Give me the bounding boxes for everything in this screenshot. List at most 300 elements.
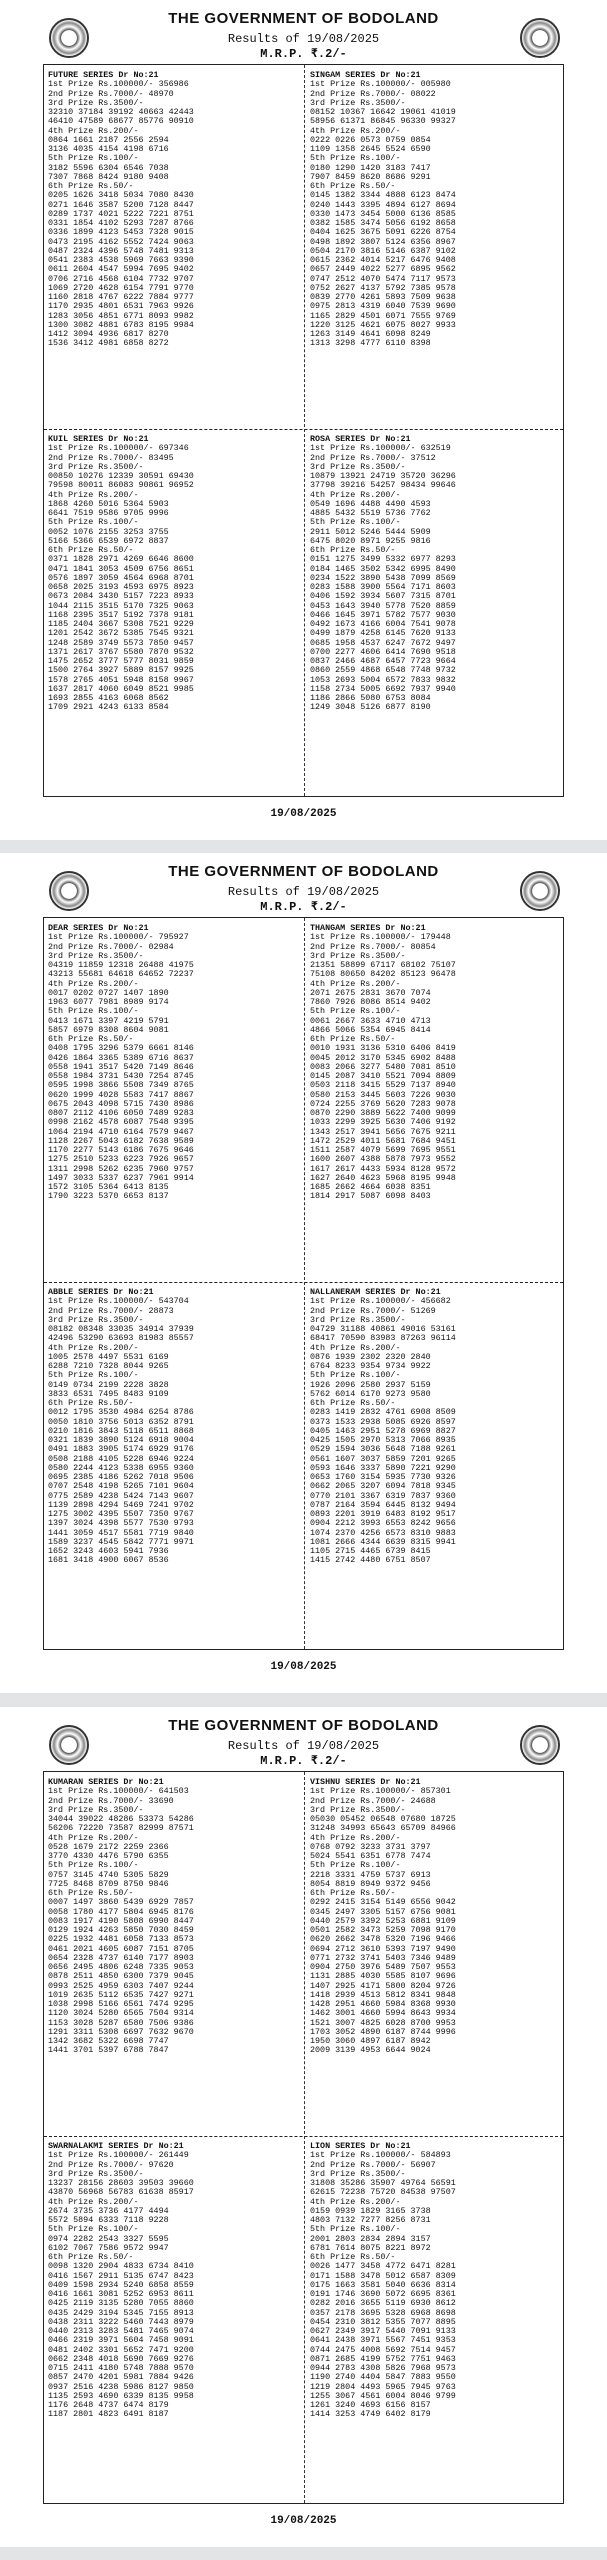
result-line: 0406 1592 3934 5607 7315 8701	[310, 591, 456, 602]
result-line: 5th Prize Rs.100/-	[48, 153, 139, 164]
result-line: 0471 1841 3053 4509 6756 8651	[48, 563, 194, 574]
result-line: 1475 2652 3777 5777 8031 9859	[48, 656, 194, 666]
result-line: 00850 10276 12339 30591 69430	[48, 471, 194, 481]
result-line: 0083 2066 3277 5480 7081 8510	[310, 1061, 456, 1072]
result-line: 1275 2510 5233 6223 7926 9657	[48, 1154, 194, 1165]
result-line: 1033 2299 3925 5630 7406 9192	[310, 1117, 456, 1128]
result-line: 0641 2438 3971 5567 7451 9353	[310, 2335, 456, 2346]
result-line: 0083 1917 4190 5808 6990 8447	[48, 1915, 194, 1926]
result-line: 0282 2016 3655 5119 6930 8612	[310, 2298, 456, 2309]
sheet-title	[0, 10, 607, 28]
result-line: 1428 2951 4660 5984 8368 9930	[310, 1999, 456, 2009]
series-name: KUMARAN SERIES Dr No:21	[48, 1777, 164, 1787]
result-line: 1139 2898 4294 5469 7241 9702	[48, 1499, 194, 1510]
result-line: 6th Prize Rs.50/-	[48, 2252, 134, 2262]
result-sheet	[0, 0, 607, 840]
result-line: 1703 3052 4890 6187 8744 9996	[310, 2026, 456, 2037]
result-line: 0058 1780 4177 5804 6945 8176	[48, 1906, 194, 1917]
series-name: ABBLE SERIES Dr No:21	[48, 1287, 154, 1297]
result-line: 5762 6014 6170 9273 9580	[310, 1388, 431, 1399]
result-line: 1109 1358 2645 5524 6590	[310, 144, 431, 154]
result-line: 0904 2750 3976 5489 7507 9553	[310, 1962, 456, 1972]
result-line: 0205 1626 3418 5034 7080 8430	[48, 190, 194, 201]
result-line: 1652 3243 4603 5941 7936	[48, 1546, 169, 1556]
result-line: 5th Prize Rs.100/-	[310, 517, 401, 528]
result-line: 0145 2087 3410 5521 7094 8809	[310, 1071, 456, 1081]
result-line: 0700 2277 4606 6414 7690 9518	[310, 646, 456, 657]
result-line: 6102 7067 7586 9572 9947	[48, 2242, 169, 2253]
result-line: 0694 2712 3610 5393 7197 9490	[310, 1943, 456, 1954]
result-line: 0191 1746 3690 5072 6695 8361	[310, 2289, 456, 2299]
result-line: 0481 2402 3301 5652 7471 9200	[48, 2344, 194, 2355]
result-line: 0653 1760 3154 5935 7730 9326	[310, 1472, 456, 1482]
result-line: 79598 80011 86083 90861 96952	[48, 480, 194, 491]
result-line: 4th Prize Rs.200/-	[310, 2196, 401, 2207]
sheet-title	[0, 863, 607, 881]
result-line: 1219 2804 4493 5965 7945 9763	[310, 2381, 456, 2392]
result-line: 5th Prize Rs.100/-	[310, 153, 401, 164]
result-line: 0026 1477 3458 4772 6471 8281	[310, 2261, 456, 2272]
series-block	[48, 2142, 306, 2420]
result-line: 1005 2578 4497 5531 6169	[48, 1351, 169, 1362]
result-line: 62615 72238 75720 84538 97507	[310, 2187, 456, 2198]
result-line: 1685 2662 4664 6038 8351	[310, 1182, 431, 1192]
footer-date: 19/08/2025	[270, 1661, 337, 1673]
result-line: 0492 1673 4166 6004 7541 9078	[310, 619, 456, 629]
result-line: 0715 2411 4180 5748 7888 9570	[48, 2363, 194, 2373]
result-line: 1158 2734 5005 6692 7937 9940	[310, 683, 456, 694]
result-line: 56206 72220 73587 82999 87571	[48, 1823, 194, 1834]
result-line: 46410 47589 68677 85776 90910	[48, 116, 194, 127]
result-line: 0289 1737 4021 5222 7221 8751	[48, 208, 194, 219]
result-line: 0673 2084 3430 5157 7223 8933	[48, 591, 194, 602]
mrp-line	[0, 897, 607, 915]
result-line: 1790 3223 5370 6653 8137	[48, 1191, 169, 1202]
result-line: 75108 80650 84202 85123 96478	[310, 969, 456, 980]
result-line: 1255 3067 4561 6004 8046 9799	[310, 2390, 456, 2401]
result-line: 0744 2475 4008 5692 7514 9457	[310, 2344, 456, 2355]
result-line: 0757 3145 4740 5305 5829	[48, 1869, 169, 1880]
result-line: 1st Prize Rs.100000/- 857301	[310, 1786, 451, 1797]
result-line: 1069 2720 4628 6154 7791 9770	[48, 282, 194, 293]
result-line: 3rd Prize Rs.3500/-	[48, 950, 144, 961]
result-line: 4th Prize Rs.200/-	[310, 489, 401, 500]
result-line: 4th Prize Rs.200/-	[310, 125, 401, 136]
result-line: 0240 1443 3395 4894 6127 8694	[310, 199, 456, 210]
result-line: 7907 8459 8620 8686 9291	[310, 171, 431, 182]
result-line: 0771 2732 3741 5403 7346 9489	[310, 1952, 456, 1963]
result-line: 1248 2589 3749 5573 7850 9457	[48, 637, 194, 648]
result-line: 1st Prize Rs.100000/- 456682	[310, 1296, 451, 1307]
result-line: 0499 1879 4258 6145 7620 9133	[310, 628, 456, 639]
mrp-text: M.R.P. ₹.2/-	[260, 47, 347, 61]
result-line: 1st Prize Rs.100000/- 005980	[310, 79, 451, 90]
result-line: 1441 3059 4517 5581 7719 9840	[48, 1527, 194, 1538]
result-line: 4th Prize Rs.200/-	[48, 1342, 139, 1353]
result-line: 1st Prize Rs.100000/- 179448	[310, 932, 451, 943]
result-line: 0440 2313 3283 5481 7465 9074	[48, 2326, 194, 2336]
result-line: 0837 2466 4687 6457 7723 9664	[310, 656, 456, 666]
sheet-title-text: THE GOVERNMENT OF BODOLAND	[168, 863, 439, 880]
result-line: 1220 3125 4621 6075 8027 9933	[310, 319, 456, 330]
sheet-title	[0, 1717, 607, 1735]
result-line: 1038 2998 5166 6561 7474 9295	[48, 1999, 194, 2009]
series-block	[48, 71, 306, 349]
result-line: 1044 2115 3515 5170 7325 9063	[48, 600, 194, 611]
result-line: 7307 7868 8424 9180 9408	[48, 171, 169, 182]
result-line: 1500 2764 3927 5889 8157 9925	[48, 665, 194, 676]
result-line: 0151 1275 3499 5332 6977 8293	[310, 554, 456, 565]
result-line: 3rd Prize Rs.3500/-	[310, 2168, 406, 2179]
result-line: 0466 1645 3971 5782 7577 9030	[310, 609, 456, 620]
result-line: 0807 2112 4106 6050 7489 9283	[48, 1108, 194, 1118]
series-name: NALLANERAM SERIES Dr No:21	[310, 1287, 441, 1297]
result-line: 0662 2348 4018 5690 7669 9276	[48, 2353, 194, 2364]
result-line: 5166 5366 6539 6972 8837	[48, 535, 169, 546]
result-line: 0576 1897 3059 4564 6968 8701	[48, 572, 194, 583]
result-line: 3rd Prize Rs.3500/-	[48, 1314, 144, 1325]
result-line: 6781 7614 8075 8221 8972	[310, 2242, 431, 2253]
result-line: 5th Prize Rs.100/-	[310, 1860, 401, 1871]
result-line: 0473 2195 4162 5552 7424 9063	[48, 236, 194, 247]
series-block	[310, 1778, 568, 2056]
result-line: 0234 1522 3890 5438 7099 8569	[310, 572, 456, 583]
result-line: 0747 2512 4070 5474 7117 9573	[310, 273, 456, 284]
series-name: KUIL SERIES Dr No:21	[48, 434, 149, 444]
result-line: 1105 2715 4465 6739 8415	[310, 1546, 431, 1556]
result-line: 0657 2449 4022 5277 6895 9562	[310, 264, 456, 275]
result-line: 2nd Prize Rs.7000/- 37512	[310, 452, 436, 463]
result-line: 08182 08348 33035 34914 37939	[48, 1324, 194, 1334]
result-sheet	[0, 1707, 607, 2547]
result-line: 1926 2096 2580 2937 5159	[310, 1379, 431, 1390]
result-line: 6475 8020 8971 9255 9816	[310, 535, 431, 546]
result-line: 31248 34993 65643 65709 84966	[310, 1823, 456, 1834]
result-line: 0857 2470 4201 5981 7884 9426	[48, 2372, 194, 2383]
result-line: 0658 2025 3193 4593 6975 8923	[48, 582, 194, 592]
result-line: 0405 1463 2951 5278 6969 8827	[310, 1425, 456, 1436]
result-line: 0654 2328 4737 6140 7177 8903	[48, 1952, 194, 1963]
result-line: 2nd Prize Rs.7000/- 02984	[48, 941, 174, 952]
result-line: 6th Prize Rs.50/-	[310, 1398, 396, 1408]
result-line: 37798 39216 54257 98434 99646	[310, 480, 456, 491]
result-line: 0175 1663 3581 5040 6636 8314	[310, 2279, 456, 2290]
result-line: 1st Prize Rs.100000/- 584893	[310, 2150, 451, 2161]
result-line: 0098 1320 2904 4833 6734 8410	[48, 2261, 194, 2272]
result-line: 0461 2021 4605 6087 7151 8705	[48, 1943, 194, 1954]
result-line: 1342 3682 5322 6698 7747	[48, 2036, 169, 2046]
result-line: 1578 2765 4051 5948 8158 9967	[48, 674, 194, 685]
result-line: 0050 1810 3756 5013 6352 8791	[48, 1416, 194, 1427]
result-line: 0775 2589 4238 5424 7143 9607	[48, 1490, 194, 1501]
result-line: 0558 1984 3731 5430 7254 8745	[48, 1071, 194, 1081]
series-name: VISHNU SERIES Dr No:21	[310, 1777, 421, 1787]
result-line: 0503 2118 3415 5529 7137 8940	[310, 1080, 456, 1091]
result-line: 0904 2212 3993 6553 8242 9656	[310, 1518, 456, 1529]
result-line: 0171 1588 3478 5012 6587 8309	[310, 2270, 456, 2281]
result-line: 5th Prize Rs.100/-	[310, 1370, 401, 1381]
result-line: 0345 2497 3305 5157 6756 9081	[310, 1906, 456, 1917]
result-line: 0129 1924 4263 5850 7030 8459	[48, 1925, 194, 1935]
result-line: 0425 1505 2970 5313 7066 8935	[310, 1435, 456, 1445]
result-line: 1261 3240 4693 6156 8157	[310, 2400, 431, 2410]
result-line: 8054 8819 8949 9372 9456	[310, 1878, 431, 1889]
result-line: 3rd Prize Rs.3500/-	[48, 2168, 144, 2179]
result-line: 1074 2370 4256 6573 8310 9883	[310, 1527, 456, 1538]
result-line: 1441 3701 5397 6788 7847	[48, 2045, 169, 2056]
result-line: 6th Prize Rs.50/-	[48, 545, 134, 555]
result-line: 0752 2627 4137 5792 7385 9578	[310, 282, 456, 293]
result-line: 0440 2579 3392 5253 6881 9109	[310, 1915, 456, 1926]
result-line: 0210 1816 3843 5118 6511 8868	[48, 1425, 194, 1436]
result-line: 1165 2829 4501 6071 7555 9769	[310, 310, 456, 321]
series-block	[310, 2142, 568, 2420]
result-line: 1814 2917 5087 6098 8403	[310, 1191, 431, 1202]
result-line: 1283 3056 4851 6771 8093 9982	[48, 310, 194, 321]
result-line: 0426 1864 3365 5389 6716 8637	[48, 1052, 194, 1063]
result-line: 4th Prize Rs.200/-	[48, 125, 139, 136]
result-line: 5th Prize Rs.100/-	[48, 1370, 139, 1381]
result-line: 0416 1661 3081 5252 6953 8611	[48, 2289, 194, 2299]
result-line: 0580 2244 4123 5338 6955 9360	[48, 1462, 194, 1473]
result-line: 1693 2855 4163 6068 8562	[48, 693, 169, 703]
result-line: 6764 8233 9354 9734 9922	[310, 1361, 431, 1371]
result-line: 1135 2593 4690 6339 8135 9958	[48, 2390, 194, 2401]
result-line: 1511 2587 4079 5699 7695 9551	[310, 1145, 456, 1155]
results-date-text: Results of 19/08/2025	[227, 1739, 380, 1753]
result-line: 1170 2277 5143 6186 7675 9646	[48, 1145, 194, 1155]
result-line: 0787 2164 3594 6445 8132 9494	[310, 1499, 456, 1510]
result-line: 1497 3033 5337 6237 7961 9914	[48, 1172, 194, 1183]
result-line: 3rd Prize Rs.3500/-	[310, 97, 406, 108]
result-line: 6th Prize Rs.50/-	[310, 2252, 396, 2262]
series-name: ROSA SERIES Dr No:21	[310, 434, 411, 444]
result-line: 0184 1465 3502 5342 6995 8490	[310, 563, 456, 574]
result-line: 5th Prize Rs.100/-	[310, 1006, 401, 1017]
result-line: 1st Prize Rs.100000/- 261449	[48, 2150, 189, 2161]
series-name: LION SERIES Dr No:21	[310, 2141, 411, 2151]
result-line: 43870 56968 56783 61638 85917	[48, 2187, 194, 2198]
result-line: 5857 6979 8308 8604 9081	[48, 1024, 169, 1035]
result-line: 0180 1290 1420 3183 7417	[310, 162, 431, 173]
result-line: 4th Prize Rs.200/-	[48, 2196, 139, 2207]
result-line: 21351 58899 67117 68102 75107	[310, 960, 456, 970]
result-line: 0615 2362 4014 5217 6476 9408	[310, 255, 456, 265]
result-line: 0839 2770 4261 5893 7509 9638	[310, 292, 456, 302]
result-line: 3182 5596 6304 6546 7038	[48, 162, 169, 173]
result-line: 6th Prize Rs.50/-	[310, 545, 396, 555]
result-line: 6th Prize Rs.50/-	[48, 1034, 134, 1044]
result-line: 4th Prize Rs.200/-	[310, 1832, 401, 1843]
result-line: 0425 2119 3135 5280 7055 8860	[48, 2298, 194, 2309]
result-line: 2nd Prize Rs.7000/- 24688	[310, 1795, 436, 1806]
result-line: 0336 1899 4123 5453 7328 9015	[48, 227, 194, 238]
result-line: 1637 2817 4060 6049 8521 9985	[48, 683, 194, 694]
result-line: 6th Prize Rs.50/-	[48, 1888, 134, 1898]
result-line: 0454 2310 3812 5355 7077 8895	[310, 2316, 456, 2327]
result-line: 1868 4260 5016 5364 5903	[48, 498, 169, 509]
result-line: 0408 1795 3296 5379 6661 8146	[48, 1043, 194, 1054]
result-line: 0222 0226 0573 0759 0854	[310, 134, 431, 145]
result-line: 0438 2311 3222 5460 7443 8979	[48, 2316, 194, 2327]
result-line: 0558 1941 3517 5420 7149 8646	[48, 1061, 194, 1072]
result-line: 0371 1828 2971 4269 6646 8600	[48, 554, 194, 565]
result-line: 1187 2801 4823 6491 8187	[48, 2409, 169, 2420]
result-line: 1053 2693 5004 6572 7833 9832	[310, 674, 456, 685]
result-line: 04319 11859 12318 26488 41975	[48, 960, 194, 970]
result-line: 43213 55681 64618 64652 72237	[48, 969, 194, 980]
result-line: 2nd Prize Rs.7000/- 80854	[310, 941, 436, 952]
result-line: 3rd Prize Rs.3500/-	[48, 97, 144, 108]
result-line: 5th Prize Rs.100/-	[48, 517, 139, 528]
series-name: SWARNALAKMI SERIES Dr No:21	[48, 2141, 184, 2151]
result-line: 1185 2404 3667 5308 7521 9229	[48, 619, 194, 629]
result-line: 5th Prize Rs.100/-	[310, 2224, 401, 2235]
result-line: 2001 2803 2834 2894 3157	[310, 2233, 431, 2244]
result-line: 6th Prize Rs.50/-	[310, 1034, 396, 1044]
result-line: 1627 2640 4623 5968 8195 9948	[310, 1172, 456, 1183]
sheet-title-text: THE GOVERNMENT OF BODOLAND	[168, 10, 439, 27]
series-name: THANGAM SERIES Dr No:21	[310, 923, 426, 933]
result-line: 5th Prize Rs.100/-	[48, 1006, 139, 1017]
result-line: 3rd Prize Rs.3500/-	[48, 461, 144, 472]
result-line: 1019 2635 5112 6535 7427 9271	[48, 1989, 194, 2000]
result-line: 0528 1679 2172 2259 2366	[48, 1841, 169, 1852]
results-box	[43, 917, 564, 1650]
series-block	[48, 435, 306, 713]
series-block	[48, 1778, 306, 2056]
result-line: 0498 1892 3807 5124 6356 8967	[310, 236, 456, 247]
result-line: 3rd Prize Rs.3500/-	[310, 1314, 406, 1325]
mrp-line	[0, 44, 607, 62]
result-line: 5024 5541 6351 6778 7474	[310, 1851, 431, 1861]
result-line: 1263 3149 4641 6098 8249	[310, 329, 431, 339]
result-line: 1407 2925 4171 5800 8204 9726	[310, 1980, 456, 1991]
result-line: 1128 2267 5043 6182 7638 9589	[48, 1135, 194, 1146]
result-line: 13237 28156 28603 39503 39660	[48, 2178, 194, 2188]
result-line: 0724 2255 3769 5620 7283 9078	[310, 1098, 456, 1109]
result-line: 3rd Prize Rs.3500/-	[48, 1804, 144, 1815]
result-line: 0331 1854 4102 5293 7287 8766	[48, 218, 194, 228]
result-line: 2nd Prize Rs.7000/- 48970	[48, 88, 174, 99]
result-line: 31808 35286 35907 49764 56591	[310, 2178, 456, 2188]
result-line: 1313 3298 4777 6110 8398	[310, 338, 431, 349]
result-line: 1201 2542 3672 5385 7545 9321	[48, 628, 194, 639]
result-line: 34044 39022 48286 53373 54286	[48, 1814, 194, 1824]
result-line: 1415 2742 4480 6751 8507	[310, 1555, 431, 1566]
result-line: 6th Prize Rs.50/-	[48, 181, 134, 191]
result-line: 6641 7519 9586 9705 9996	[48, 508, 169, 518]
series-block	[310, 1288, 568, 1566]
result-line: 3rd Prize Rs.3500/-	[310, 1804, 406, 1815]
result-line: 2nd Prize Rs.7000/- 83495	[48, 452, 174, 463]
result-line: 1311 2998 5262 6235 7960 9757	[48, 1163, 194, 1174]
result-line: 3136 4035 4154 4198 6716	[48, 144, 169, 154]
result-line: 0871 2685 4199 5752 7751 9463	[310, 2353, 456, 2364]
result-line: 0541 2383 4538 5969 7663 9390	[48, 255, 194, 265]
result-line: 0768 0792 3233 3731 3797	[310, 1841, 431, 1852]
result-line: 1153 3028 5287 6580 7506 9386	[48, 2017, 194, 2028]
result-line: 0435 2429 3194 5345 7155 8913	[48, 2307, 194, 2318]
result-line: 0595 1998 3866 5508 7349 8765	[48, 1080, 194, 1091]
result-line: 1600 2607 4388 5878 7973 9552	[310, 1154, 456, 1165]
result-line: 0975 2813 4319 6040 7539 9690	[310, 301, 456, 312]
result-line: 0413 1671 3397 4219 5791	[48, 1015, 169, 1026]
series-block	[310, 435, 568, 713]
result-line: 1160 2818 4767 6222 7884 9777	[48, 292, 194, 302]
result-line: 4th Prize Rs.200/-	[48, 978, 139, 989]
result-line: 0159 0939 1829 3165 3738	[310, 2205, 431, 2216]
result-line: 4th Prize Rs.200/-	[310, 1342, 401, 1353]
result-line: 0149 0734 2199 2228 3828	[48, 1379, 169, 1390]
result-line: 2218 3331 4759 5737 6913	[310, 1869, 431, 1880]
result-line: 1412 3094 4936 6817 8270	[48, 329, 169, 339]
series-block	[48, 924, 306, 1202]
result-line: 2nd Prize Rs.7000/- 28873	[48, 1305, 174, 1316]
result-line: 1st Prize Rs.100000/- 795927	[48, 932, 189, 943]
result-line: 1418 2939 4513 5812 8341 9848	[310, 1989, 456, 2000]
result-line: 0017 0202 0727 1407 1890	[48, 987, 169, 998]
result-line: 1950 3060 4897 6187 8942	[310, 2036, 431, 2046]
results-box	[43, 1771, 564, 2504]
result-line: 58956 61371 86845 96330 99327	[310, 116, 456, 127]
result-line: 4th Prize Rs.200/-	[310, 978, 401, 989]
result-line: 1589 3237 4545 5842 7771 9971	[48, 1536, 194, 1547]
result-line: 1681 3418 4900 6067 8536	[48, 1555, 169, 1566]
sheet-title-text: THE GOVERNMENT OF BODOLAND	[168, 1717, 439, 1734]
result-line: 1291 3311 5308 6697 7632 9670	[48, 2026, 194, 2037]
result-line: 0330 1473 3454 5000 6136 8585	[310, 208, 456, 219]
result-line: 2911 5012 5246 5444 5909	[310, 526, 431, 537]
result-line: 0012 1795 3530 4984 6254 8786	[48, 1407, 194, 1418]
result-line: 1st Prize Rs.100000/- 697346	[48, 443, 189, 454]
result-line: 1462 3001 4660 5994 8643 9934	[310, 2008, 456, 2019]
result-line: 0487 2324 4396 5748 7481 9313	[48, 245, 194, 256]
result-line: 0937 2516 4238 5986 8127 9850	[48, 2381, 194, 2392]
result-line: 0466 2319 3971 5604 7458 9091	[48, 2335, 194, 2346]
result-line: 0007 1497 3860 5439 6929 7857	[48, 1897, 194, 1908]
footer-date: 19/08/2025	[270, 2515, 337, 2527]
mrp-line	[0, 1751, 607, 1769]
series-name: SINGAM SERIES Dr No:21	[310, 70, 421, 80]
result-line: 10879 13921 24719 35720 36296	[310, 471, 456, 481]
result-line: 3833 6531 7495 8483 9109	[48, 1388, 169, 1399]
result-line: 1168 2395 3517 5192 7378 9181	[48, 609, 194, 620]
result-line: 4885 5432 5519 5736 7762	[310, 508, 431, 518]
results-date-text: Results of 19/08/2025	[227, 885, 380, 899]
result-line: 1120 3024 5280 6565 7504 9314	[48, 2008, 194, 2019]
result-line: 42496 53290 63693 81983 85557	[48, 1333, 194, 1344]
result-line: 08152 10367 16642 19061 41019	[310, 107, 456, 117]
result-line: 3rd Prize Rs.3500/-	[310, 461, 406, 472]
result-line: 0993 2525 4959 6303 7407 9244	[48, 1980, 194, 1991]
result-line: 1343 2517 3941 5656 7675 9211	[310, 1126, 456, 1137]
result-line: 1414 3253 4749 6402 8179	[310, 2409, 431, 2420]
result-line: 2nd Prize Rs.7000/- 56907	[310, 2159, 436, 2170]
result-line: 1572 3105 5364 6413 8135	[48, 1182, 169, 1192]
mrp-text: M.R.P. ₹.2/-	[260, 1754, 347, 1768]
result-line: 5th Prize Rs.100/-	[48, 1860, 139, 1871]
mrp-text: M.R.P. ₹.2/-	[260, 900, 347, 914]
result-line: 1371 2617 3767 5580 7870 9532	[48, 646, 194, 657]
result-line: 1709 2921 4243 6133 8584	[48, 702, 169, 713]
result-line: 0225 1932 4481 6058 7133 8573	[48, 1934, 194, 1945]
result-line: 0944 2783 4308 5826 7968 9573	[310, 2363, 456, 2373]
result-line: 0878 2511 4850 6300 7379 9045	[48, 1971, 194, 1982]
result-line: 4th Prize Rs.200/-	[48, 489, 139, 500]
result-line: 2nd Prize Rs.7000/- 97620	[48, 2159, 174, 2170]
result-line: 0998 2162 4578 6087 7548 9395	[48, 1117, 194, 1128]
